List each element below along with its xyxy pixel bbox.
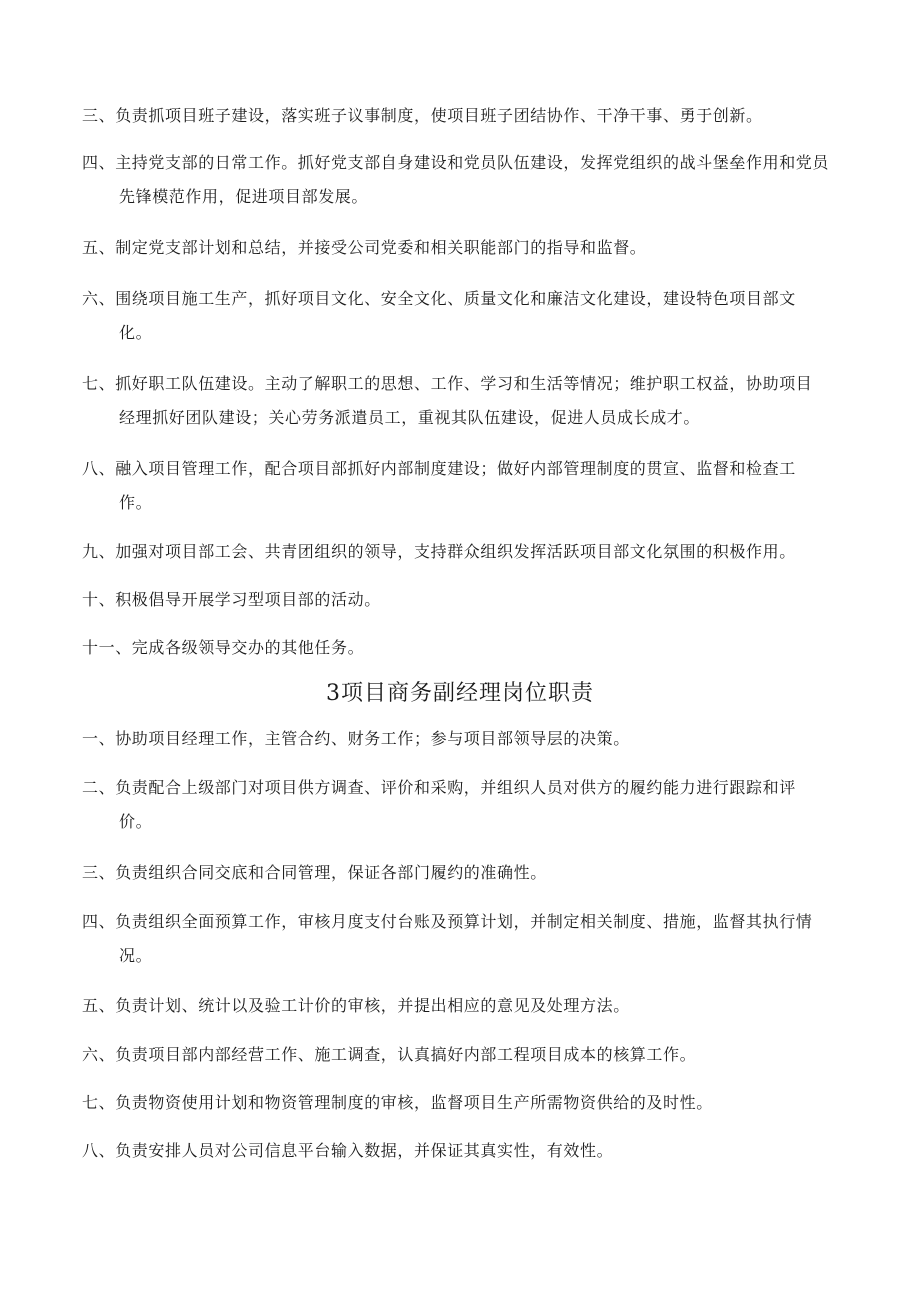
duty-item [82, 535, 842, 569]
duty-text: 六、负责项目部内部经营工作、施工调查，认真搞好内部工程项目成本的核算工作。 [82, 1045, 697, 1064]
duty-item [82, 856, 842, 890]
duty-item [82, 231, 842, 265]
duty-text-continued: 况。 [119, 946, 153, 965]
duty-item [82, 722, 842, 756]
duty-item [82, 583, 842, 617]
duty-text: 四、主持党支部的日常工作。抓好党支部自身建设和党员队伍建设，发挥党组织的战斗堡垒作用和党员 [82, 153, 830, 172]
duty-item [82, 146, 842, 214]
duty-text: 十、积极倡导开展学习型项目部的活动。 [82, 590, 381, 609]
duty-text: 十一、完成各级领导交办的其他任务。 [82, 638, 365, 657]
duty-text-continued: 价。 [119, 812, 153, 831]
section-title: 3项目商务副经理岗位职责 [326, 681, 594, 706]
duty-item [82, 367, 842, 435]
duty-item [82, 631, 842, 665]
duty-text-continued: 经理抓好团队建设；关心劳务派遣员工，重视其队伍建设，促进人员成长成才。 [119, 408, 701, 427]
duty-text: 六、围绕项目施工生产，抓好项目文化、安全文化、质量文化和廉洁文化建设，建设特色项目部文 [82, 289, 796, 308]
duty-item [82, 1134, 842, 1168]
duty-item [82, 452, 842, 520]
duty-text-continued: 先锋模范作用，促进项目部发展。 [119, 187, 369, 206]
duty-text: 五、制定党支部计划和总结，并接受公司党委和相关职能部门的指导和监督。 [82, 238, 647, 257]
duty-text: 八、负责安排人员对公司信息平台输入数据，并保证其真实性，有效性。 [82, 1141, 614, 1160]
duty-text: 八、融入项目管理工作，配合项目部抓好内部制度建设；做好内部管理制度的贯宣、监督和检查工 [82, 459, 796, 478]
duty-text: 四、负责组织全面预算工作，审核月度支付台账及预算计划，并制定相关制度、措施，监督其执行情 [82, 912, 813, 931]
duty-text: 三、负责组织合同交底和合同管理，保证各部门履约的准确性。 [82, 863, 547, 882]
duty-text-continued: 化。 [119, 323, 153, 342]
duty-item [82, 771, 842, 839]
duty-item [82, 905, 842, 973]
duty-text: 五、负责计划、统计以及验工计价的审核，并提出相应的意见及处理方法。 [82, 996, 630, 1015]
duty-text: 三、负责抓项目班子建设，落实班子议事制度，使项目班子团结协作、干净干事、勇于创新。 [82, 106, 763, 125]
duty-text: 七、负责物资使用计划和物资管理制度的审核，监督项目生产所需物资供给的及时性。 [82, 1093, 713, 1112]
duty-item [82, 99, 842, 133]
duty-text: 七、抓好职工队伍建设。主动了解职工的思想、工作、学习和生活等情况；维护职工权益，协助项目 [82, 374, 813, 393]
duty-item [82, 1086, 842, 1120]
duty-item [82, 989, 842, 1023]
duty-text: 二、负责配合上级部门对项目供方调查、评价和采购，并组织人员对供方的履约能力进行跟踪和评 [82, 778, 796, 797]
duty-text-continued: 作。 [119, 493, 153, 512]
duty-text: 一、协助项目经理工作，主管合约、财务工作；参与项目部领导层的决策。 [82, 729, 630, 748]
duty-text: 九、加强对项目部工会、共青团组织的领导，支持群众组织发挥活跃项目部文化氛围的积极作用。 [82, 542, 796, 561]
duty-item [82, 282, 842, 350]
duty-item [82, 1038, 842, 1072]
